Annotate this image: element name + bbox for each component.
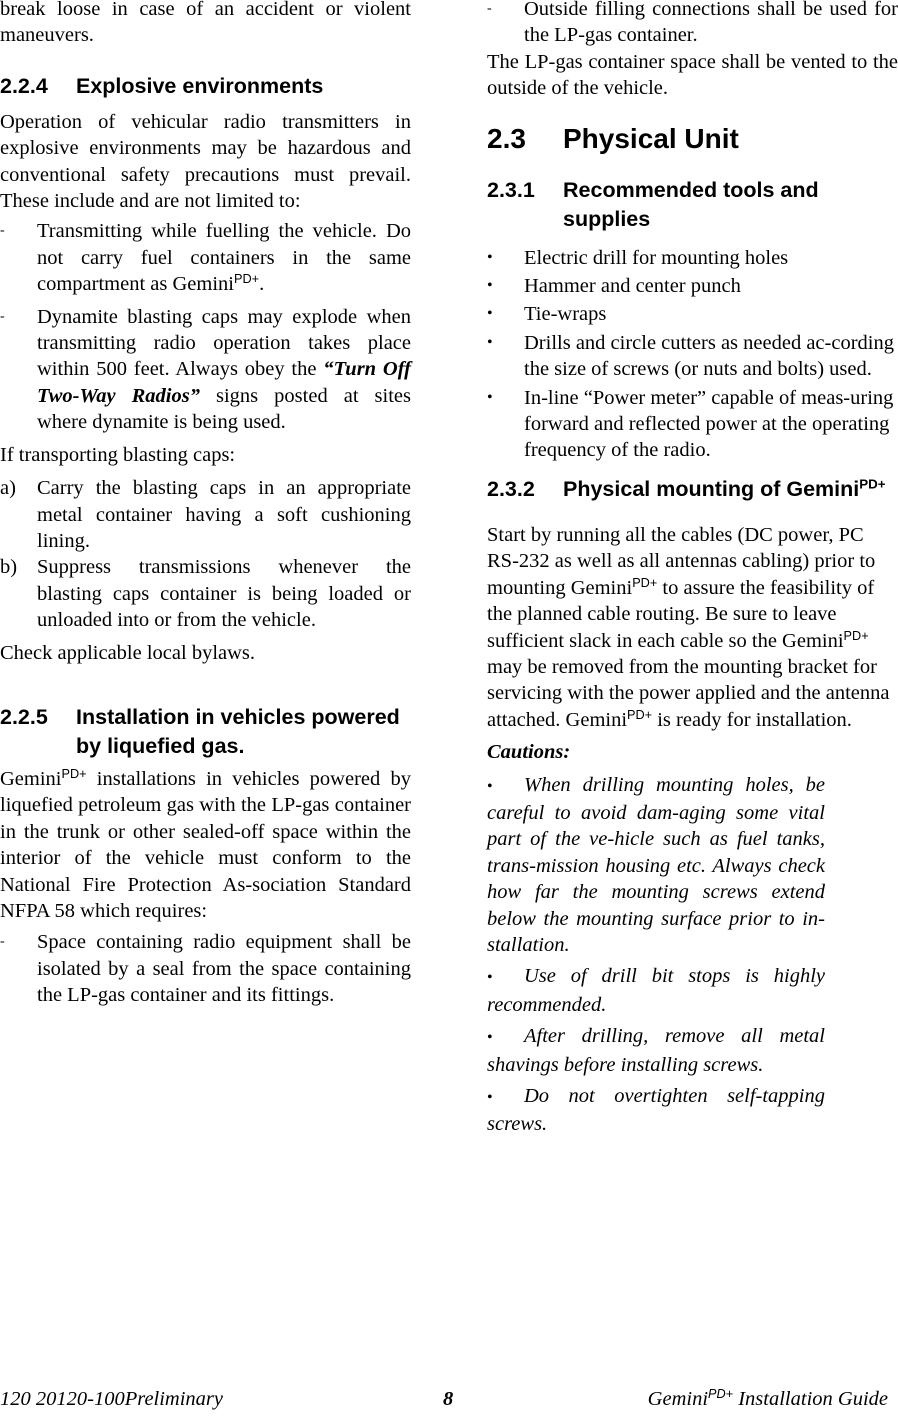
- vent-text: The LP-gas container space shall be vented to the outside of the vehicle.: [487, 50, 898, 100]
- right-column: [487, 0, 898, 1143]
- bullet-marker: •: [487, 1029, 493, 1047]
- list-item-text: Drills and circle cutters as needed ac-cording the size of screws (or nuts and bolts) used.: [524, 331, 894, 381]
- section-title: Explosive environments: [76, 73, 324, 98]
- list-item-text: Carry the blasting caps in an appropriate metal container having a soft cushioning lining.: [37, 477, 411, 552]
- list-item-text: Suppress transmissions whenever the blasting caps container is being loaded or unloaded into or from the vehicle.: [37, 556, 411, 632]
- dash-marker: -: [0, 308, 5, 324]
- list-item-text: Dynamite blasting caps may explode when transmitting radio operation takes place within 500 feet. Always obey the “Turn Off Two-Way Radios” signs posted at sites where dynamite is being used.: [37, 305, 411, 434]
- list-item: [0, 304, 411, 436]
- list-item-text: Outside filling connections shall be used for the LP-gas container.: [524, 0, 898, 47]
- heading-2-3-2: [487, 476, 898, 502]
- caution-item: • After drilling, remove all metal shavings before installing screws.: [487, 1025, 825, 1076]
- explosive-paragraph: Operation of vehicular radio transmitters in explosive environments may be hazardous and conventional safety precautions must prevail. These include and are not limited to:: [0, 110, 411, 213]
- section-title: Physical mounting of Gemini$^{PD+}$: [563, 476, 886, 501]
- bullet-marker: •: [487, 388, 493, 406]
- list-item: [487, 0, 898, 49]
- heading-2-2-4: [0, 72, 411, 101]
- list-item-text: Transmitting while fuelling the vehicle. Do not carry fuel containers in the same compartment as Gemini$^{PD+}$.: [37, 220, 411, 296]
- list-label: b): [0, 556, 18, 579]
- dash-marker: -: [487, 1, 492, 16]
- mounting-paragraph: Start by running all the cables (DC power, PC RS-232 as well as all antennas cabling) prior to mounting Gemini$^{PD+}$ to assure the feasibility of the planned cable routing. Be sure to leave sufficient slack in each cable so the Gemini$^{PD+}$ may be removed from the mounting bracket for servicing with the power applied and the antenna attached. Gemini$^{PD+}$ is ready for installation.: [487, 523, 890, 731]
- list-item: [487, 385, 898, 464]
- section-title: Recommended tools and supplies: [563, 177, 819, 231]
- section-number: 2.2.4: [0, 73, 48, 98]
- transport-text: If transporting blasting caps:: [0, 443, 236, 466]
- bullet-marker: •: [487, 777, 493, 795]
- tools-list: [487, 245, 898, 464]
- list-item: [0, 218, 411, 297]
- list-label: a): [0, 477, 16, 500]
- cautions-list: [487, 772, 825, 1138]
- list-item: [487, 273, 898, 299]
- bullet-marker: •: [487, 969, 493, 987]
- document-number: 120 20120-100Preliminary: [0, 1388, 224, 1410]
- bullet-marker: •: [487, 333, 493, 351]
- cautions-title: Cautions:: [487, 741, 571, 764]
- list-item-text: Hammer and center punch: [524, 275, 741, 298]
- lp-gas-paragraph: Gemini$^{PD+}$ installations in vehicles powered by liquefied petroleum gas with the LP-gas container in the trunk or other sealed-off space within the interior of the vehicle must conform to the National Fire Protection As-sociation Standard NFPA 58 which requires:: [0, 765, 411, 922]
- list-item-text: Electric drill for mounting holes: [524, 246, 789, 269]
- section-title: Installation in vehicles powered by liquefied gas.: [76, 704, 400, 758]
- guide-title: Gemini$^{PD+}$ Installation Guide: [647, 1386, 888, 1410]
- heading-2-3-1: [487, 176, 898, 234]
- page-footer: [0, 1386, 898, 1416]
- left-column: [0, 0, 411, 1009]
- caution-item: • Use of drill bit stops is highly recommended.: [487, 965, 825, 1016]
- section-title: Physical Unit: [563, 122, 739, 154]
- check-bylaws-text: Check applicable local bylaws.: [0, 641, 256, 664]
- section-number: 2.3.1: [487, 177, 535, 202]
- list-item-text: Space containing radio equipment shall be isolated by a seal from the space containing the LP-gas container and its fittings.: [37, 931, 411, 1007]
- dash-marker: -: [0, 934, 5, 950]
- intro-text: break loose in case of an accident or violent maneuvers.: [0, 0, 411, 47]
- bullet-marker: •: [487, 305, 493, 323]
- heading-2-3: [487, 122, 898, 156]
- list-item: [487, 301, 898, 327]
- list-item: [0, 929, 411, 1008]
- bullet-marker: •: [487, 248, 493, 266]
- section-number: 2.3: [487, 122, 526, 154]
- caution-item: • Do not overtighten self-tapping screws.: [487, 1085, 825, 1136]
- heading-2-2-5: [0, 703, 411, 761]
- page-number: 8: [443, 1388, 454, 1410]
- caution-item: • When drilling mounting holes, be careful to avoid dam-aging some vital part of the ve-hicle such as fuel tanks, trans-mission housing etc. Always check how far the mounting screws extend below the mounting surface prior to in-stallation.: [487, 773, 825, 956]
- list-item: [0, 475, 411, 554]
- list-item: [487, 330, 898, 383]
- list-item: [487, 245, 898, 271]
- section-number: 2.2.5: [0, 704, 48, 729]
- list-item: [0, 554, 411, 633]
- list-item-text: In-line “Power meter” capable of meas-uring forward and reflected power at the operating frequency of the radio.: [524, 386, 894, 462]
- bullet-marker: •: [487, 1089, 493, 1106]
- bullet-marker: •: [487, 277, 493, 295]
- list-item-text: Tie-wraps: [524, 303, 607, 326]
- emphasis-text: “Turn Off Two-Way Radios”: [37, 358, 411, 407]
- section-number: 2.3.2: [487, 476, 535, 501]
- dash-marker: -: [0, 223, 5, 239]
